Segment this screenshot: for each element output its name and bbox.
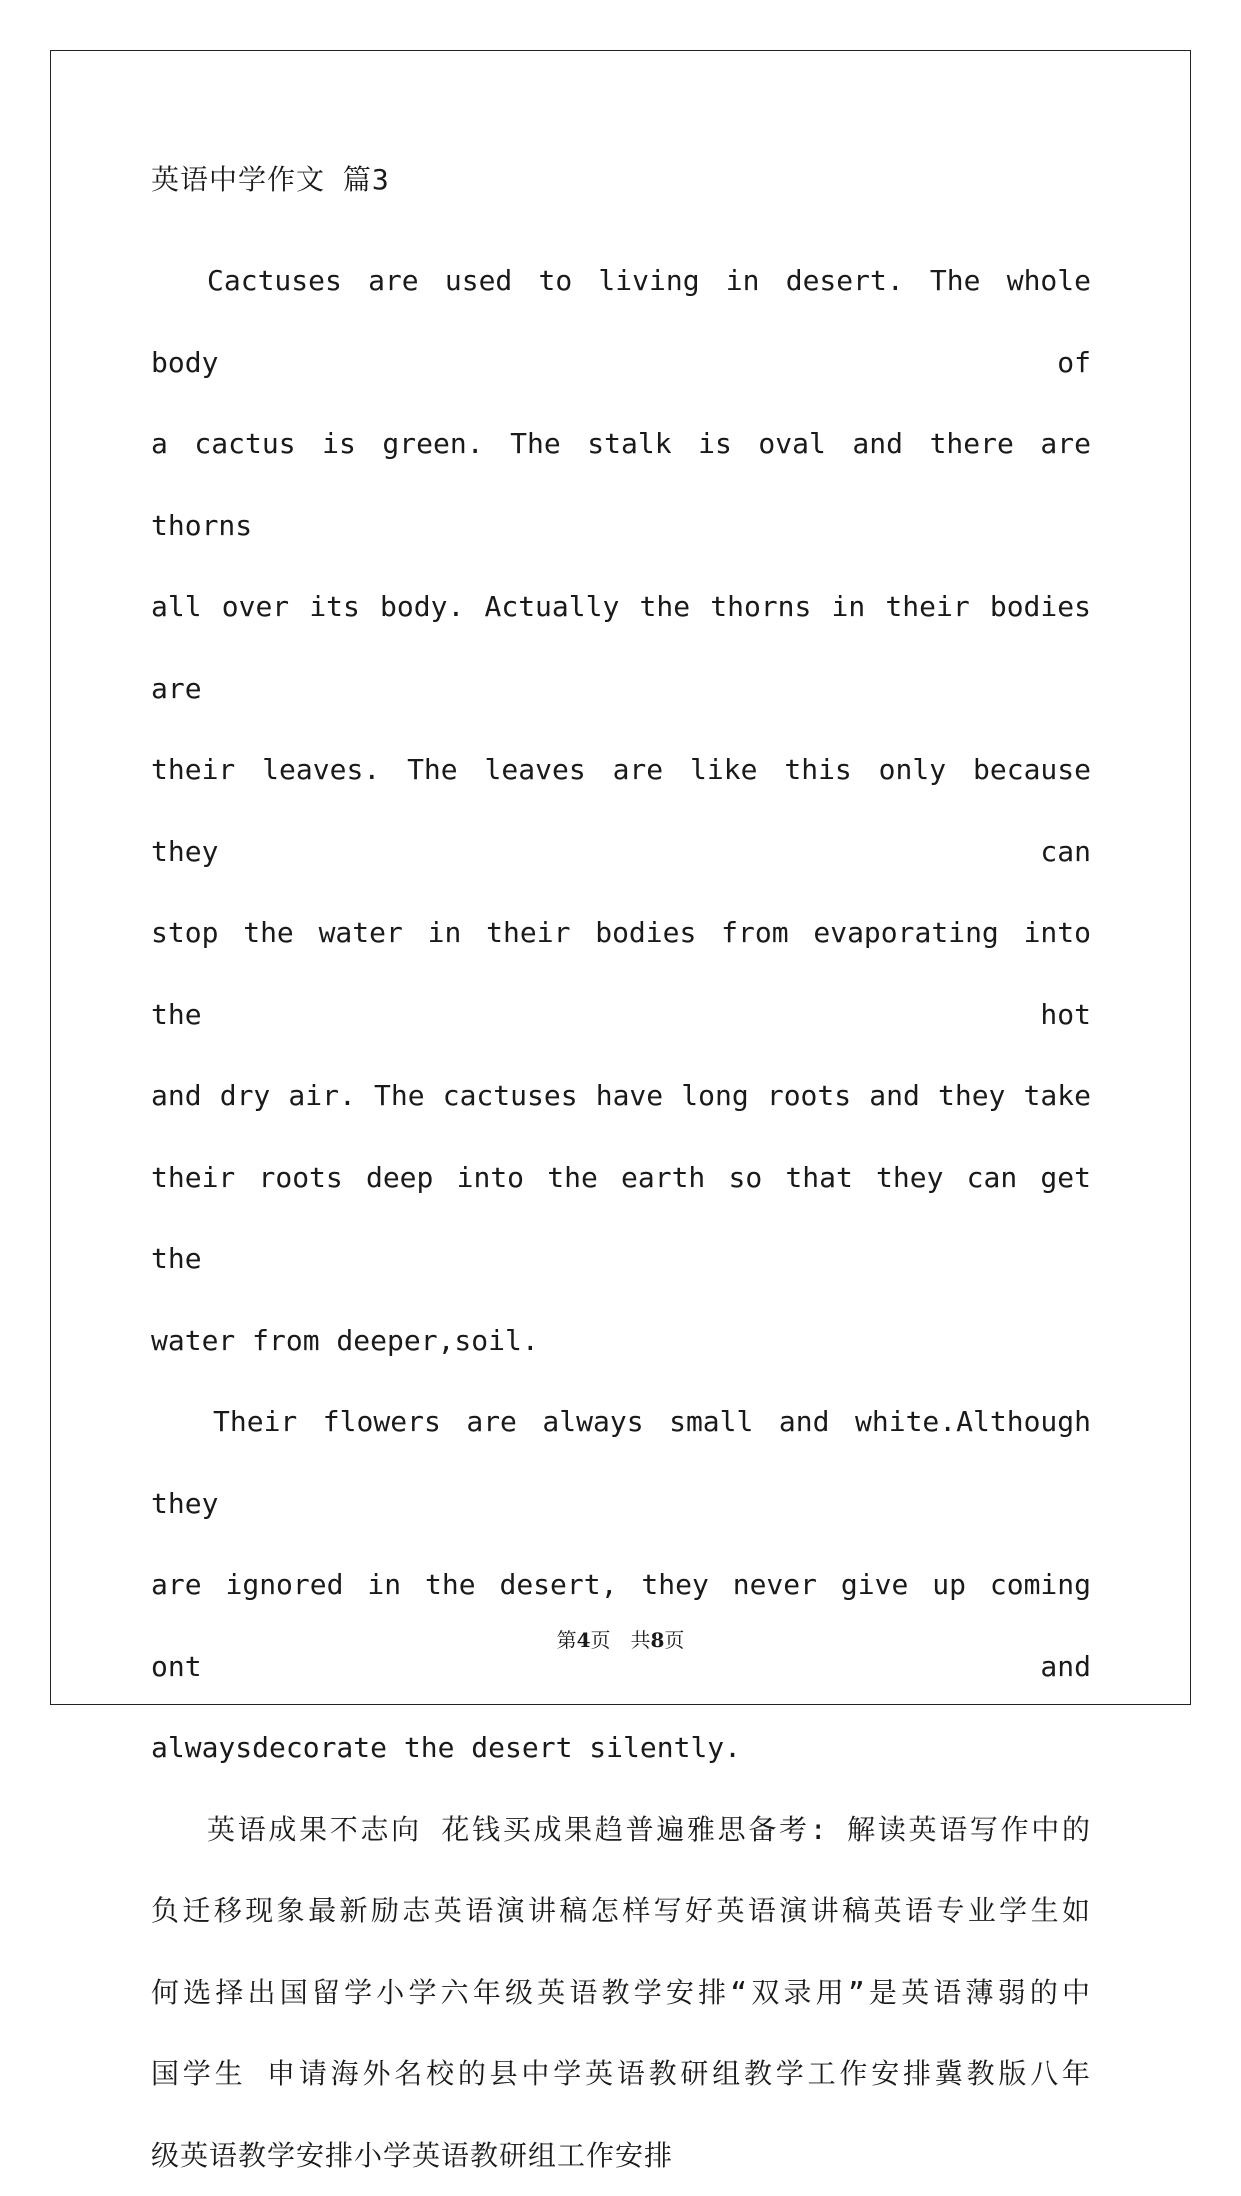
paragraph-3-line: 英语成果不志向 花钱买成果趋普遍雅思备考: 解读英语写作中的 — [151, 1789, 1091, 1871]
page-number-suffix: 页 — [591, 1628, 611, 1652]
page-footer — [0, 1624, 1241, 1653]
total-pages-suffix: 页 — [664, 1628, 684, 1652]
paragraph-1-line: a cactus is green. The stalk is oval and there are thorns — [151, 403, 1091, 566]
total-pages-number: 8 — [651, 1628, 665, 1652]
paragraph-3-line: 级英语教学安排小学英语教研组工作安排 — [151, 2115, 1091, 2196]
paragraph-1-line: Cactuses are used to living in desert. The whole body of — [151, 240, 1091, 403]
paragraph-3 — [151, 1789, 1091, 2196]
paragraph-2 — [151, 1381, 1091, 1789]
paragraph-1-line: their leaves. The leaves are like this only because they can — [151, 729, 1091, 892]
paragraph-1-line: stop the water in their bodies from evaporating into the hot — [151, 892, 1091, 1055]
current-page-number: 4 — [577, 1628, 591, 1652]
paragraph-3-line: 国学生 申请海外名校的县中学英语教研组教学工作安排冀教版八年 — [151, 2033, 1091, 2115]
paragraph-2-line: Their flowers are always small and white.Although they — [151, 1381, 1091, 1544]
paragraph-1-line: and dry air. The cactuses have long roots and they take — [151, 1055, 1091, 1137]
document-heading: 英语中学作文 篇3 — [151, 160, 1091, 200]
paragraph-2-line: alwaysdecorate the desert silently. — [151, 1707, 1091, 1789]
document-body — [151, 160, 1091, 2196]
total-pages-prefix: 共 — [631, 1628, 651, 1652]
paragraph-2-line: are ignored in the desert, they never give up coming ont and — [151, 1544, 1091, 1707]
paragraph-1-line: their roots deep into the earth so that they can get the — [151, 1137, 1091, 1300]
paragraph-1-line: all over its body. Actually the thorns in their bodies are — [151, 566, 1091, 729]
paragraph-3-line: 负迁移现象最新励志英语演讲稿怎样写好英语演讲稿英语专业学生如 — [151, 1870, 1091, 1952]
paragraph-1 — [151, 240, 1091, 1381]
page-number-prefix: 第 — [557, 1628, 577, 1652]
paragraph-3-line: 何选择出国留学小学六年级英语教学安排“双录用”是英语薄弱的中 — [151, 1952, 1091, 2034]
paragraph-1-line: water from deeper,soil. — [151, 1300, 1091, 1382]
